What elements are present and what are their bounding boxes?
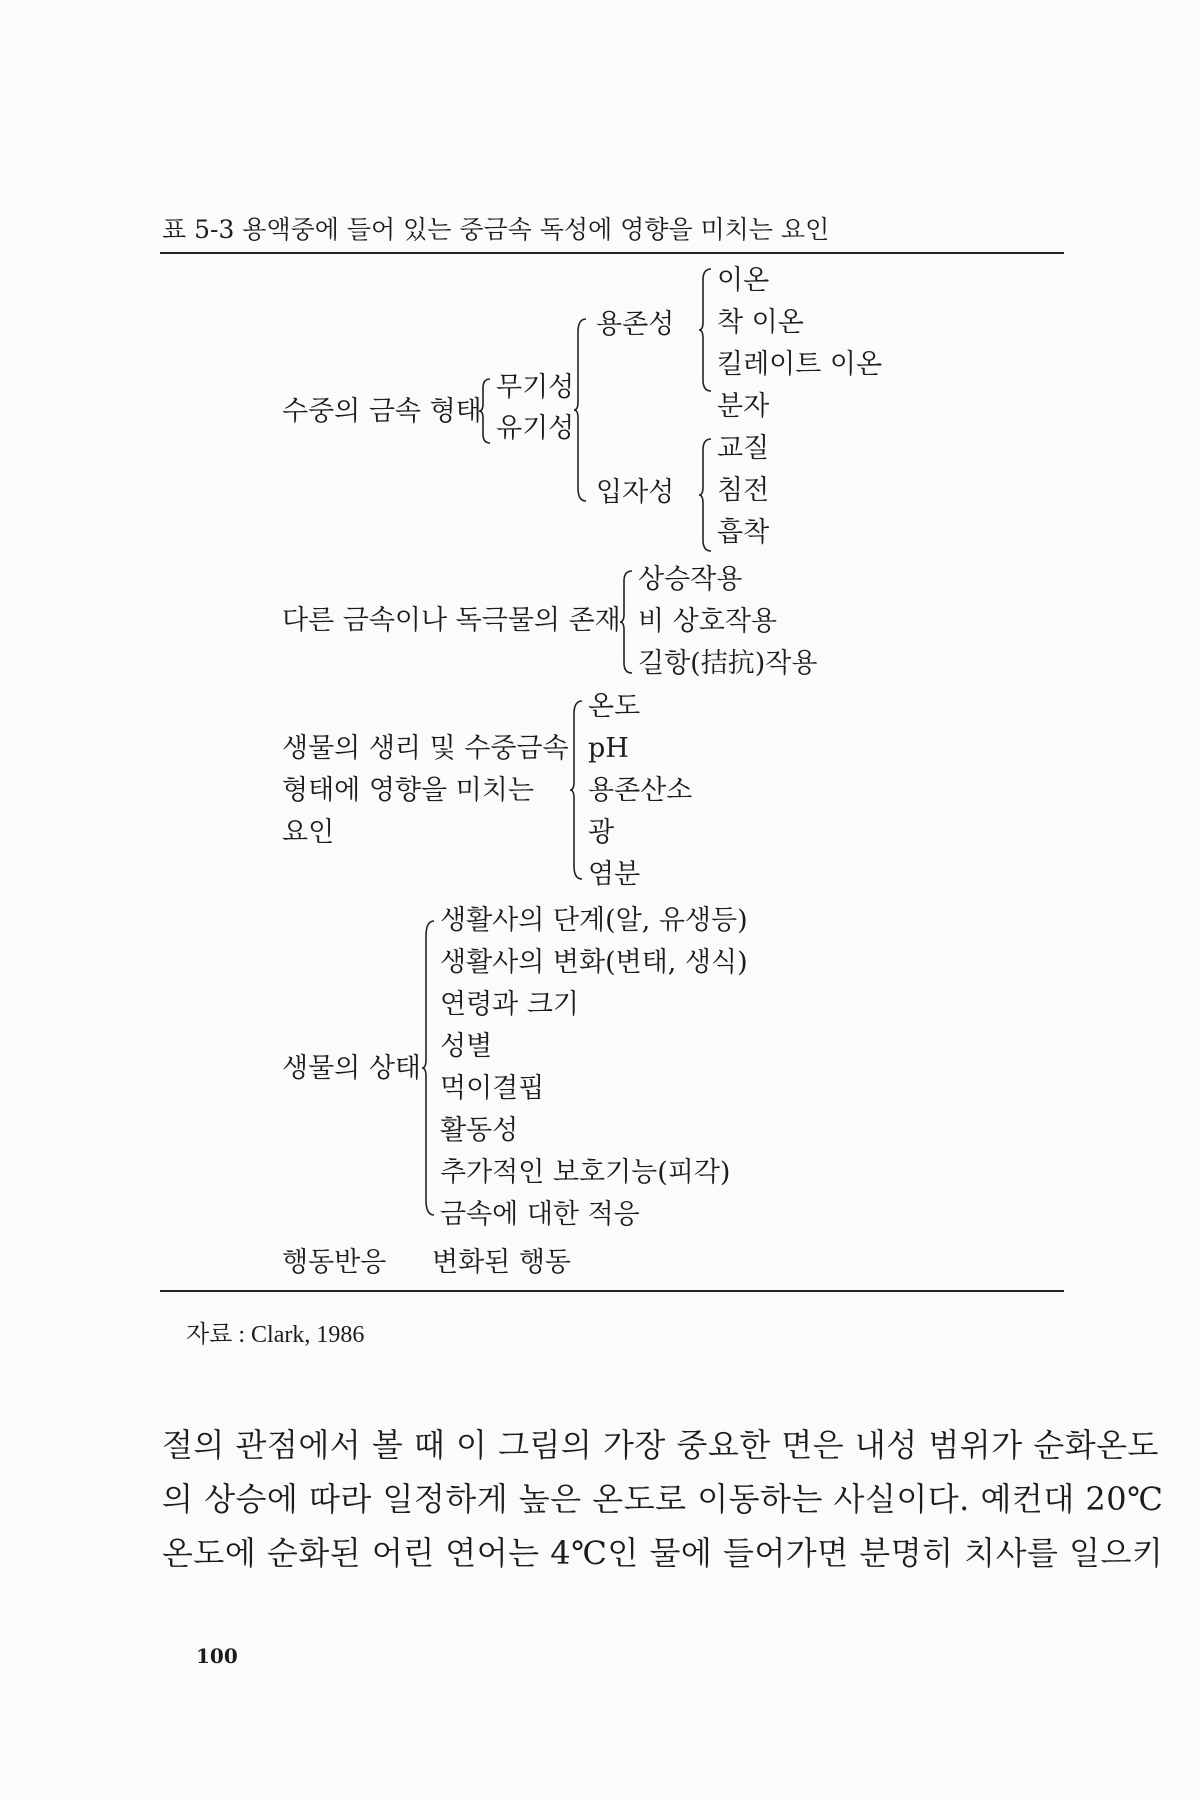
section5-item: 변화된 행동 [432,1247,571,1278]
section5-label: 행동반응 [282,1247,387,1278]
section3-item: 광 [588,817,615,848]
particulate-item: 침전 [717,475,770,506]
section4-item: 생활사의 단계(알, 유생등) [440,905,748,936]
body-line: 절의 관점에서 볼 때 이 그림의 가장 중요한 면은 내성 범위가 순화온도 [162,1426,1159,1464]
brace-icon [568,700,584,880]
organic-label: 유기성 [496,413,575,444]
dissolved-item: 이온 [717,265,770,296]
dissolved-item: 착 이온 [717,307,804,338]
dissolved-item: 킬레이트 이온 [717,349,883,380]
table-source: 자료 : Clark, 1986 [186,1322,365,1348]
section2-item: 길항(拮抗)작용 [638,648,818,679]
inorganic-label: 무기성 [496,372,575,403]
table-bottom-rule [160,1290,1064,1292]
page-number: 100 [196,1644,238,1668]
section4-item: 연령과 크기 [440,989,579,1020]
body-line: 온도에 순화된 어린 연어는 4℃인 물에 들어가면 분명히 치사를 일으키 [162,1534,1164,1572]
brace-icon [697,268,713,392]
brace-icon [618,570,634,674]
particulate-label: 입자성 [596,477,675,508]
section3-item: 염분 [588,859,641,890]
section3-item: pH [588,733,629,764]
particulate-item: 흡착 [717,517,770,548]
brace-icon [697,438,713,552]
section4-item: 금속에 대한 적응 [440,1199,640,1230]
section3-label-line: 요인 [282,817,335,848]
section3-label-line: 생물의 생리 및 수중금속 [282,733,569,764]
brace-icon [478,378,492,444]
section4-item: 생활사의 변화(변태, 생식) [440,947,748,978]
dissolved-item: 분자 [717,391,770,422]
section4-label: 생물의 상태 [282,1053,421,1084]
body-line: 의 상승에 따라 일정하게 높은 온도로 이동하는 사실이다. 예컨대 20℃ [162,1480,1164,1518]
section4-item: 성별 [440,1031,493,1062]
section2-item: 상승작용 [638,564,743,595]
section4-item: 추가적인 보호기능(피각) [440,1157,731,1188]
brace-icon [572,318,588,502]
section4-item: 활동성 [440,1115,519,1146]
section2-label: 다른 금속이나 독극물의 존재 [282,605,621,636]
section3-label-line: 형태에 영향을 미치는 [282,775,534,806]
section2-item: 비 상호작용 [638,606,777,637]
table-top-rule [160,252,1064,254]
section1-label: 수중의 금속 형태 [282,396,482,427]
dissolved-label: 용존성 [596,309,675,340]
section4-item: 먹이결핍 [440,1073,545,1104]
table-title: 표 5-3 용액중에 들어 있는 중금속 독성에 영향을 미치는 요인 [162,215,830,244]
brace-icon [420,920,436,1216]
section3-item: 온도 [588,691,641,722]
section3-item: 용존산소 [588,775,693,806]
particulate-item: 교질 [717,433,770,464]
